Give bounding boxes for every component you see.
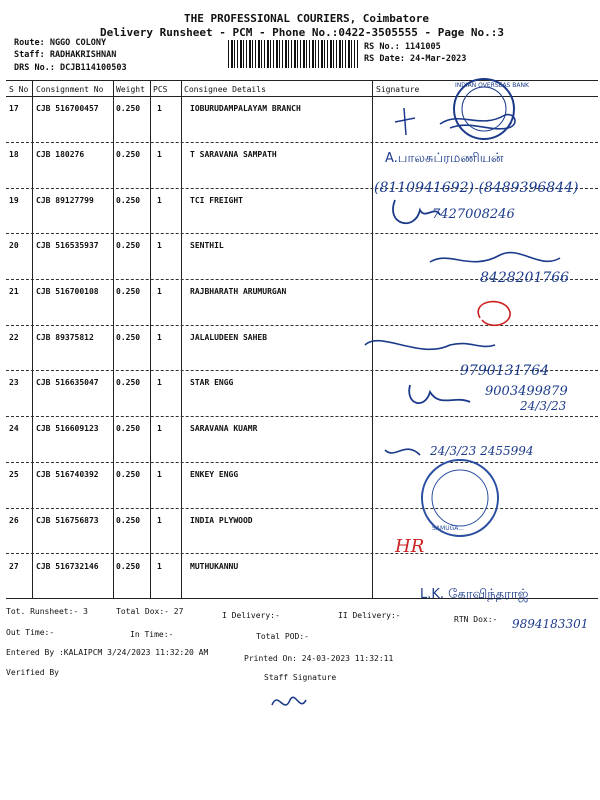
rs-number: RS No.: 1141005 bbox=[364, 42, 441, 52]
row-sno: 17 bbox=[9, 104, 19, 113]
signature-scribble-icon bbox=[365, 341, 495, 350]
entered-by: Entered By :KALAIPCM 3/24/2023 11:32:20 AM bbox=[6, 648, 209, 657]
red-signature-icon bbox=[478, 302, 510, 326]
handwritten-name: A.பாலசுப்ரமணியன் bbox=[385, 151, 504, 166]
row-consignee: MUTHUKANNU bbox=[190, 562, 239, 571]
row-consignment: CJB 516740392 bbox=[36, 470, 99, 479]
row-pcs: 1 bbox=[157, 241, 162, 250]
row-weight: 0.250 bbox=[116, 287, 141, 296]
row-consignment: CJB 516732146 bbox=[36, 562, 99, 571]
out-time: Out Time:- bbox=[6, 628, 55, 637]
total-pod: Total POD:- bbox=[256, 632, 309, 641]
rs-date: RS Date: 24-Mar-2023 bbox=[364, 54, 467, 64]
row-consignment: CJB 516635047 bbox=[36, 378, 99, 387]
staff: Staff: RADHAKRISHNAN bbox=[14, 50, 117, 60]
row-consignee: INDIA PLYWOOD bbox=[190, 516, 253, 525]
signature-scribble-icon bbox=[430, 253, 560, 262]
i-delivery: I Delivery:- bbox=[222, 611, 280, 620]
row-sno: 25 bbox=[9, 470, 19, 479]
handwritten-phone: 9894183301 bbox=[512, 617, 589, 631]
row-consignment: CJB 89375812 bbox=[36, 333, 94, 342]
printed-on: Printed On: 24-03-2023 11:32:11 bbox=[244, 654, 394, 663]
row-consignment: CJB 89127799 bbox=[36, 196, 94, 205]
in-time: In Time:- bbox=[130, 630, 174, 639]
col-header-consignee: Consignee Details bbox=[184, 85, 266, 94]
row-pcs: 1 bbox=[157, 333, 162, 342]
signature-scribble-icon bbox=[385, 449, 420, 455]
handwritten-name: L.K. கோவிந்தராஜ் bbox=[420, 587, 529, 602]
row-consignee: JALALUDEEN SAHEB bbox=[190, 333, 268, 342]
stamp-text: SAMUGA... bbox=[432, 525, 464, 532]
staff-signature-icon bbox=[272, 697, 306, 705]
runsheet-title: Delivery Runsheet - PCM - Phone No.:0422-3505555 - Page No.:3 bbox=[100, 26, 504, 39]
row-consignment: CJB 516700108 bbox=[36, 287, 99, 296]
row-sno: 27 bbox=[9, 562, 19, 571]
row-pcs: 1 bbox=[157, 104, 162, 113]
handwritten-date: 24/3/23 2455994 bbox=[430, 444, 534, 458]
row-consignment: CJB 516609123 bbox=[36, 424, 99, 433]
signature-scribble-icon bbox=[440, 115, 515, 129]
drs-number: DRS No.: DCJB114100503 bbox=[14, 63, 127, 73]
row-sno: 24 bbox=[9, 424, 19, 433]
row-weight: 0.250 bbox=[116, 470, 141, 479]
signature-scribble-icon bbox=[409, 385, 470, 403]
row-consignee: IOBURUDAMPALAYAM BRANCH bbox=[190, 104, 301, 113]
row-pcs: 1 bbox=[157, 287, 162, 296]
row-weight: 0.250 bbox=[116, 150, 141, 159]
row-consignee: RAJBHARATH ARUMURGAN bbox=[190, 287, 287, 296]
row-consignment: CJB 516700457 bbox=[36, 104, 99, 113]
row-weight: 0.250 bbox=[116, 562, 141, 571]
row-weight: 0.250 bbox=[116, 241, 141, 250]
row-sno: 19 bbox=[9, 196, 19, 205]
row-pcs: 1 bbox=[157, 562, 162, 571]
row-weight: 0.250 bbox=[116, 104, 141, 113]
row-pcs: 1 bbox=[157, 150, 162, 159]
stamp-text: INDIAN OVERSEAS BANK bbox=[455, 82, 529, 89]
row-weight: 0.250 bbox=[116, 424, 141, 433]
handwritten-initials: HR bbox=[395, 536, 425, 557]
tot-runsheet: Tot. Runsheet:- 3 bbox=[6, 607, 88, 616]
row-consignee: T SARAVANA SAMPATH bbox=[190, 150, 277, 159]
row-weight: 0.250 bbox=[116, 196, 141, 205]
handwritten-phone: 9790131764 bbox=[460, 363, 550, 379]
tick-mark-icon bbox=[395, 108, 415, 135]
bank-stamp-icon bbox=[454, 79, 530, 139]
row-sno: 23 bbox=[9, 378, 19, 387]
col-header-weight: Weight bbox=[116, 85, 145, 94]
row-sno: 26 bbox=[9, 516, 19, 525]
handwritten-phone: (8110941692) (8489396844) bbox=[374, 180, 579, 196]
verified-by: Verified By bbox=[6, 668, 59, 677]
total-dox: Total Dox:- 27 bbox=[116, 607, 184, 616]
staff-signature-label: Staff Signature bbox=[264, 673, 337, 682]
row-pcs: 1 bbox=[157, 470, 162, 479]
col-header-pcs: PCS bbox=[153, 85, 168, 94]
row-sno: 20 bbox=[9, 241, 19, 250]
col-header-sno: S No bbox=[9, 85, 29, 94]
row-consignment: CJB 516756873 bbox=[36, 516, 99, 525]
row-pcs: 1 bbox=[157, 516, 162, 525]
row-consignee: TCI FREIGHT bbox=[190, 196, 243, 205]
handwritten-phone: 9003499879 bbox=[485, 384, 568, 399]
row-consignment: CJB 180276 bbox=[36, 150, 85, 159]
row-weight: 0.250 bbox=[116, 333, 141, 342]
row-pcs: 1 bbox=[157, 196, 162, 205]
route: Route: NGGO COLONY bbox=[14, 38, 107, 48]
col-header-consignment: Consignment No bbox=[36, 85, 104, 94]
handwritten-date: 24/3/23 bbox=[520, 399, 567, 413]
row-consignee: ENKEY ENGG bbox=[190, 470, 239, 479]
row-weight: 0.250 bbox=[116, 516, 141, 525]
row-sno: 22 bbox=[9, 333, 19, 342]
row-sno: 18 bbox=[9, 150, 19, 159]
row-consignment: CJB 516535937 bbox=[36, 241, 99, 250]
rtn-dox: RTN Dox:- bbox=[454, 615, 498, 624]
handwritten-phone: 7427008246 bbox=[432, 207, 515, 222]
handwritten-phone: 8428201766 bbox=[480, 270, 570, 286]
row-pcs: 1 bbox=[157, 378, 162, 387]
col-header-signature: Signature bbox=[376, 85, 420, 94]
row-consignee: SARAVANA KUAMR bbox=[190, 424, 258, 433]
row-sno: 21 bbox=[9, 287, 19, 296]
company-title: THE PROFESSIONAL COURIERS, Coimbatore bbox=[184, 12, 430, 25]
row-consignee: STAR ENGG bbox=[190, 378, 234, 387]
row-pcs: 1 bbox=[157, 424, 162, 433]
row-weight: 0.250 bbox=[116, 378, 141, 387]
round-stamp-icon bbox=[422, 460, 498, 536]
row-consignee: SENTHIL bbox=[190, 241, 224, 250]
ii-delivery: II Delivery:- bbox=[338, 611, 401, 620]
